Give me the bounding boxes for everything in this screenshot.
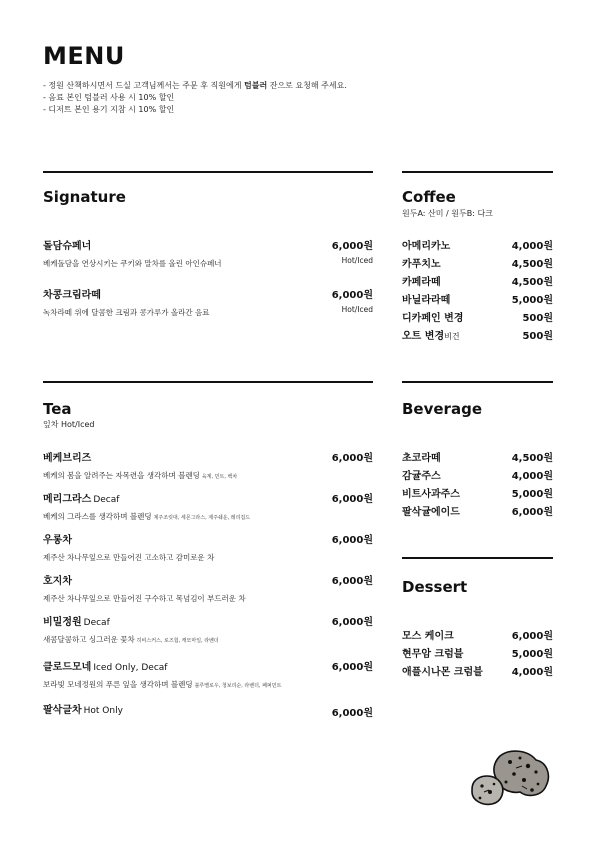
page-title: MENU	[43, 42, 125, 70]
menu-item	[43, 572, 373, 604]
rocks-illustration	[470, 748, 560, 808]
section-title-signature: Signature	[43, 188, 126, 206]
menu-item	[43, 237, 373, 269]
divider	[43, 171, 373, 173]
menu-item: 모스 케이크 6,000원	[402, 631, 553, 642]
item-desc: 새콤달콤하고 싱그러운 꽃차 히비스커스, 로즈힙, 캐모마일, 라벤더	[43, 635, 219, 644]
item-name: 호지차	[43, 576, 72, 587]
section-title-tea: Tea	[43, 400, 72, 418]
item-desc: 베케돌담을 연상시키는 쿠키와 말차를 올린 아인슈페너	[43, 259, 222, 268]
item-name: 팔삭글차 Hot Only	[43, 705, 123, 716]
divider	[402, 171, 553, 173]
divider	[43, 381, 373, 383]
menu-item: 오트 변경비건 500원	[402, 331, 553, 342]
item-price: 6,000원	[331, 708, 373, 719]
item-price: 6,000원	[331, 290, 373, 301]
item-name: 차콩크림라떼	[43, 290, 101, 301]
section-title-beverage: Beverage	[402, 400, 482, 418]
item-price: 6,000원	[331, 241, 373, 252]
item-desc: 제주산 차나무잎으로 만들어진 고소하고 감미로운 차	[43, 553, 215, 562]
notes	[43, 80, 347, 116]
item-name: 우롱차	[43, 535, 72, 546]
note-line: - 정원 산책하시면서 드실 고객님께서는 주문 후 직원에게 텀블러 잔으로 요청해 주세요.	[43, 81, 347, 90]
note-line: - 디저트 본인 용기 지참 시 10% 할인	[43, 105, 175, 114]
item-price: 6,000원	[331, 662, 373, 673]
item-desc: 베케의 봄을 알려주는 자목련을 생각하며 블렌딩 육계, 민트, 백차	[43, 471, 238, 480]
menu-item	[43, 658, 373, 690]
item-price: 6,000원	[331, 576, 373, 587]
item-desc: 베케의 그라스를 생각하며 블렌딩 제주조릿대, 세몬그라스, 제주쉐운, 레리겁드	[43, 512, 251, 521]
menu-item	[43, 531, 373, 563]
menu-item: 아메리카노 4,000원	[402, 241, 553, 252]
item-price: 6,000원	[331, 535, 373, 546]
item-name: 베케브리즈	[43, 453, 92, 464]
divider	[402, 381, 553, 383]
menu-item	[43, 286, 373, 318]
tea-subtitle: 잎차 Hot/Iced	[43, 420, 95, 429]
divider	[402, 557, 553, 559]
menu-item: 감귤주스 4,000원	[402, 471, 553, 482]
menu-item: 현무암 크럼블 5,000원	[402, 649, 553, 660]
menu-item: 팔삭귤에이드 6,000원	[402, 507, 553, 518]
menu-item: 초코라떼 4,500원	[402, 453, 553, 464]
item-name: 비밀정원 Decaf	[43, 617, 110, 628]
menu-item: 카푸치노 4,500원	[402, 259, 553, 270]
item-temp-note: Hot/Iced	[341, 305, 373, 314]
item-desc: 녹차라떼 위에 달콤한 크림과 콩가루가 올라간 음료	[43, 308, 210, 317]
section-title-coffee: Coffee	[402, 188, 456, 206]
note-line: - 음료 본인 텀블러 사용 시 10% 할인	[43, 93, 175, 102]
menu-item	[43, 449, 373, 481]
item-price: 6,000원	[331, 494, 373, 505]
menu-item	[43, 490, 373, 522]
section-title-dessert: Dessert	[402, 578, 468, 596]
menu-item	[43, 613, 373, 645]
coffee-subtitle: 원두A: 산미 / 원두B: 다크	[402, 209, 493, 218]
item-desc: 제주산 차나무잎으로 만들어진 구수하고 목넘김이 부드러운 차	[43, 594, 246, 603]
menu-item	[43, 701, 373, 719]
item-price: 6,000원	[331, 617, 373, 628]
menu-item: 카페라떼 4,500원	[402, 277, 553, 288]
item-name: 메리그라스 Decaf	[43, 494, 120, 505]
menu-item: 디카페인 변경 500원	[402, 313, 553, 324]
menu-item: 비트사과주스 5,000원	[402, 489, 553, 500]
item-desc: 보라빛 모네정원의 푸른 잎을 생각하며 블렌딩 블루멜로우, 청보리순, 라벤더, 페퍼민트	[43, 680, 282, 689]
menu-item: 바닐라라떼 5,000원	[402, 295, 553, 306]
item-price: 6,000원	[331, 453, 373, 464]
item-temp-note: Hot/Iced	[341, 256, 373, 265]
menu-item: 애플시나몬 크럼블 4,000원	[402, 667, 553, 678]
item-name: 돌담슈페너	[43, 241, 92, 252]
item-name: 클로드모네 Iced Only, Decaf	[43, 662, 168, 673]
